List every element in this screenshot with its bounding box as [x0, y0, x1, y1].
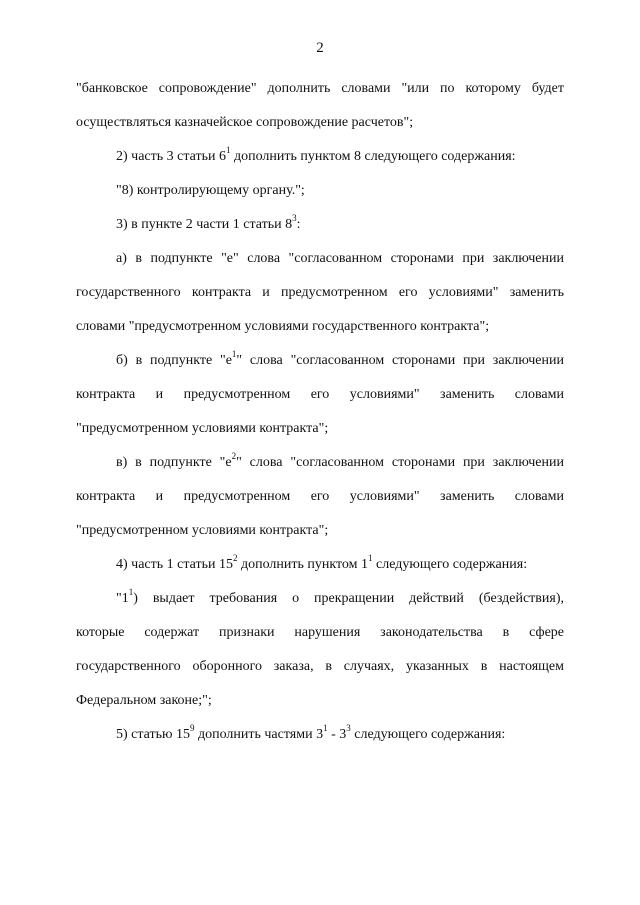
paragraph-7-line-2: контракта и предусмотренном его условиями" заменить словами: [76, 489, 564, 504]
paragraph-5-line-2: государственного контракта и предусмотренном его условиями" заменить: [76, 285, 564, 300]
paragraph-9-text: "1: [116, 591, 129, 606]
paragraph-6-text: б) в подпункте "е: [116, 353, 232, 368]
superscript: 1: [225, 145, 231, 156]
superscript: 3: [346, 723, 351, 734]
superscript: 1: [368, 553, 373, 564]
paragraph-8-text-mid: дополнить пунктом 1: [237, 557, 369, 572]
paragraph-7-line-3: "предусмотренном условиями контракта";: [76, 523, 329, 538]
paragraph-10-text-mid2: - 3: [327, 727, 347, 742]
paragraph-3: "8) контролирующему органу.";: [116, 183, 305, 198]
paragraph-10-text-cont: следующего содержания:: [350, 727, 506, 742]
paragraph-7-text: в) в подпункте "е: [116, 455, 232, 470]
paragraph-7-line-1: [76, 446, 564, 480]
superscript: 9: [189, 723, 195, 734]
superscript: 1: [323, 723, 328, 734]
paragraph-6-line-2: контракта и предусмотренном его условиями" заменить словами: [76, 387, 564, 402]
document-body: [76, 72, 564, 752]
superscript: 2: [232, 553, 238, 564]
paragraph-7-text-cont: " слова "согласованном сторонами при заключении: [236, 455, 564, 470]
paragraph-9-line-1: [76, 582, 564, 616]
paragraph-8-text-cont: следующего содержания:: [372, 557, 528, 572]
paragraph-5-line-1: а) в подпункте "е" слова "согласованном сторонами при заключении: [116, 251, 564, 266]
paragraph-1-line-2: осуществляться казначейское сопровождение расчетов";: [76, 115, 414, 130]
paragraph-5-line-3: словами "предусмотренном условиями государственного контракта";: [76, 319, 490, 334]
paragraph-2: [76, 140, 564, 174]
paragraph-10-text: 5) статью 15: [116, 727, 190, 742]
paragraph-6: [76, 344, 564, 446]
paragraph-8: [76, 548, 564, 582]
paragraph-10: [76, 718, 564, 752]
superscript: 1: [231, 349, 237, 360]
superscript: 3: [292, 213, 297, 224]
superscript: 2: [231, 451, 237, 462]
paragraph-6-line-3: "предусмотренном условиями контракта";: [76, 421, 329, 436]
paragraph-6-text-cont: " слова "согласованном сторонами при заключении: [236, 353, 564, 368]
paragraph-5: [76, 242, 564, 344]
paragraph-2-text: 2) часть 3 статьи 6: [116, 149, 226, 164]
superscript: 1: [128, 587, 134, 598]
paragraph-1-line-1: "банковское сопровождение" дополнить словами "или по которому будет: [76, 81, 564, 96]
paragraph-8-text: 4) часть 1 статьи 15: [116, 557, 233, 572]
paragraph-9: [76, 582, 564, 718]
paragraph-7: [76, 446, 564, 548]
paragraph-10-text-mid: дополнить частями 3: [194, 727, 324, 742]
paragraph-2-text-cont: дополнить пунктом 8 следующего содержания:: [230, 149, 516, 164]
paragraph-1: [76, 72, 564, 140]
paragraph-9-line-4: Федеральном законе;";: [76, 693, 212, 708]
paragraph-4: [76, 208, 564, 242]
paragraph-4-text-cont: :: [296, 217, 301, 232]
paragraph-9-line-2: которые содержат признаки нарушения законодательства в сфере: [76, 625, 564, 640]
page-number: 2: [316, 40, 324, 56]
paragraph-6-line-1: [76, 344, 564, 378]
paragraph-9-text-cont: ) выдает требования о прекращении действий (бездействия),: [133, 591, 564, 606]
paragraph-9-line-3: государственного оборонного заказа, в случаях, указанных в настоящем: [76, 659, 564, 674]
paragraph-4-text: 3) в пункте 2 части 1 статьи 8: [116, 217, 293, 232]
